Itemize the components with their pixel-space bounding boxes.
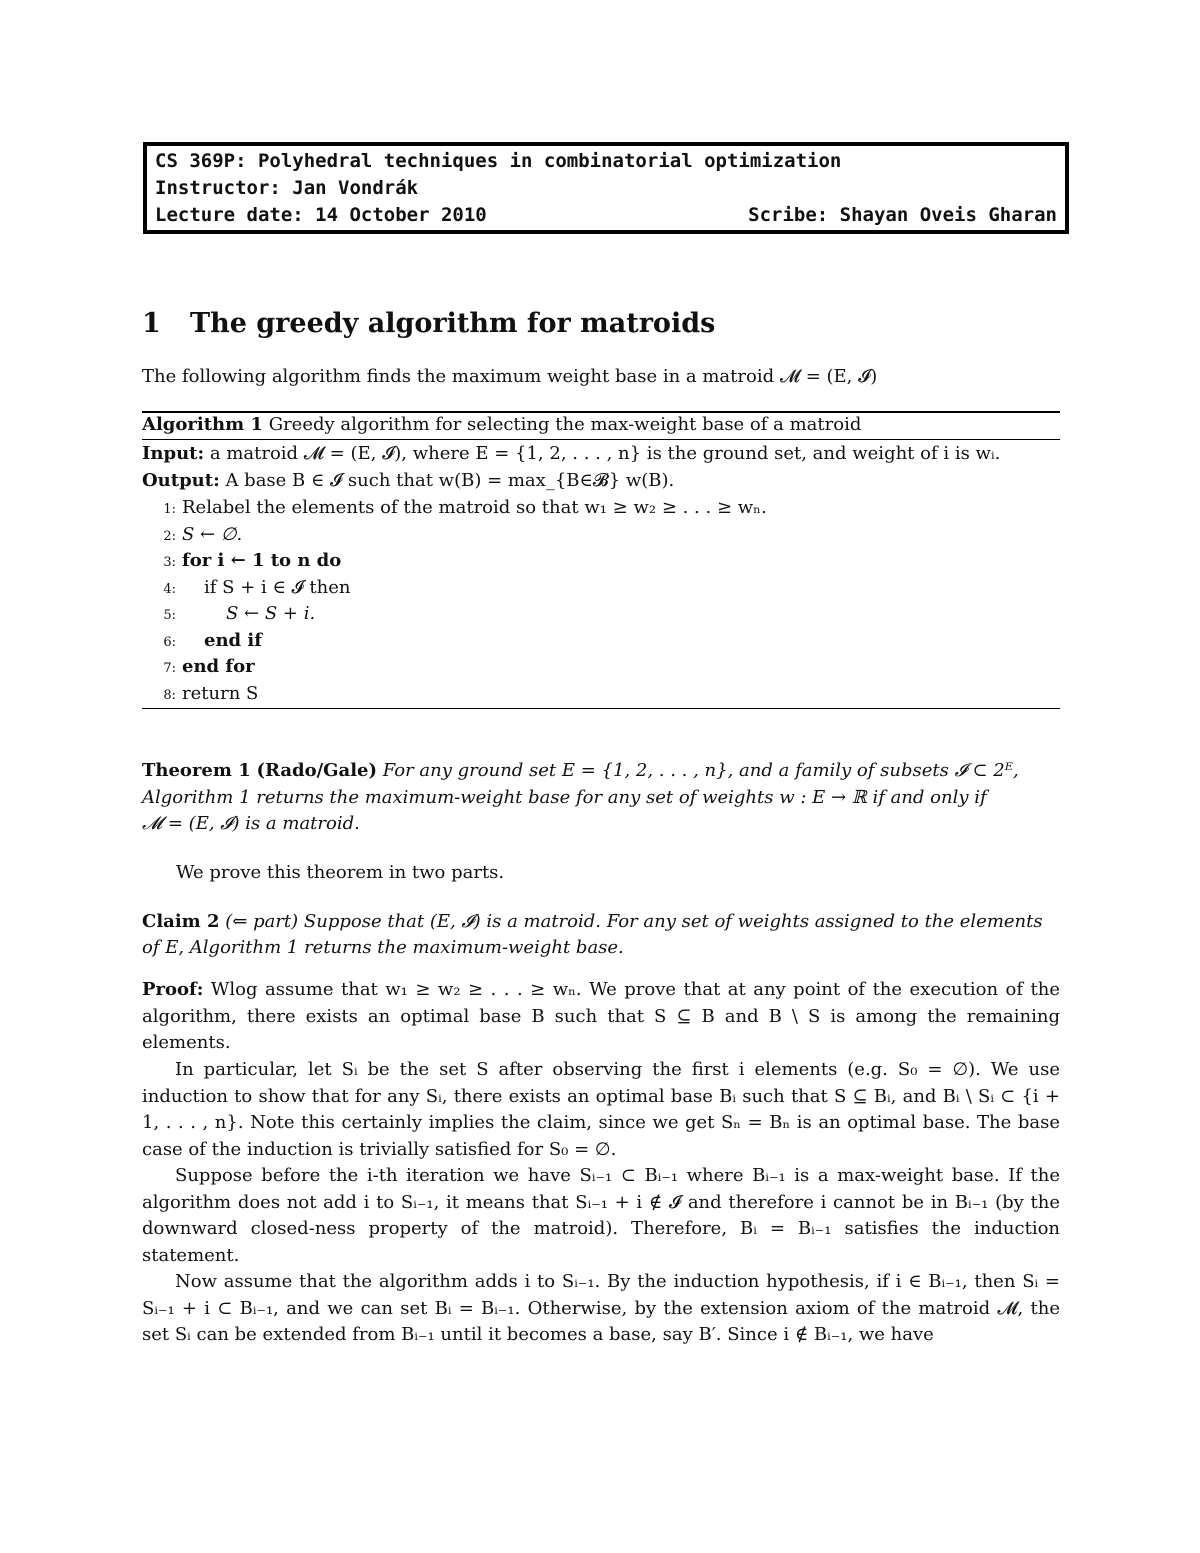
claim-line-1 bbox=[142, 909, 1043, 936]
step-text: Relabel the elements of the matroid so that w₁ ≥ w₂ ≥ . . . ≥ wₙ. bbox=[182, 497, 767, 518]
input-label: Input: bbox=[142, 443, 205, 464]
step-text: S ← ∅. bbox=[182, 524, 243, 545]
algorithm-bottom-rule bbox=[142, 708, 1060, 709]
theorem-line-1 bbox=[142, 758, 1019, 785]
lecture-header-box bbox=[143, 142, 1069, 234]
section-title-text: The greedy algorithm for matroids bbox=[190, 308, 716, 339]
input-text: a matroid 𝓜 = (E, 𝓘), where E = {1, 2, . . . , n} is the ground set, and weight of i is wᵢ. bbox=[209, 443, 1001, 464]
section-heading bbox=[142, 308, 715, 339]
algorithm-step bbox=[142, 497, 767, 518]
line-number: 7: bbox=[163, 661, 176, 676]
intro-text: The following algorithm finds the maximum weight base in a matroid 𝓜 = (E, 𝓘) bbox=[142, 366, 878, 387]
algorithm-output bbox=[142, 470, 674, 491]
instructor-line: Instructor: Jan Vondrák bbox=[155, 177, 419, 199]
claim-text-2: of E, Algorithm 1 returns the maximum-weight base. bbox=[142, 937, 624, 958]
course-title: CS 369P: Polyhedral techniques in combinatorial optimization bbox=[155, 150, 842, 172]
line-number: 6: bbox=[163, 635, 176, 650]
algorithm-step bbox=[142, 630, 262, 651]
algorithm-step bbox=[142, 656, 255, 677]
output-label: Output: bbox=[142, 470, 220, 491]
theorem-name: (Rado/Gale) bbox=[256, 760, 378, 781]
algorithm-mid-rule bbox=[142, 439, 1060, 440]
proof-text-1: Wlog assume that w₁ ≥ w₂ ≥ . . . ≥ wₙ. We prove that at any point of the execution of the algorithm, there exists an optimal base B such that S ⊆ B and B \ S is among the remaining elements. bbox=[142, 979, 1060, 1053]
step-text: for i ← 1 to n do bbox=[182, 550, 342, 571]
algorithm-step bbox=[142, 683, 258, 704]
line-number: 4: bbox=[163, 582, 176, 597]
proof-paragraph-2: In particular, let Sᵢ be the set S after observing the first i elements (e.g. S₀ = ∅). We use induction to show that for any Sᵢ, there exists an optimal base Bᵢ such that S ⊆ Bᵢ, and Bᵢ \ Sᵢ ⊂ {i + 1, . . . , n}. Note this certainly implies the claim, since we get Sₙ = Bₙ is an optimal base. The base case of the induction is trivially satisfied for S₀ = ∅. bbox=[142, 1059, 1060, 1160]
algorithm-step bbox=[142, 603, 315, 624]
claim-label: Claim 2 bbox=[142, 911, 220, 932]
line-number: 5: bbox=[163, 608, 176, 623]
algorithm-top-rule bbox=[142, 411, 1060, 413]
proof-label: Proof: bbox=[142, 979, 204, 1000]
theorem-line-3 bbox=[142, 811, 360, 838]
step-text: if S + i ∈ 𝓘 then bbox=[204, 577, 351, 598]
theorem-text-1: For any ground set E = {1, 2, . . . , n}, and a family of subsets 𝓘 ⊂ 2ᴱ, bbox=[382, 760, 1019, 781]
step-text: return S bbox=[182, 683, 259, 704]
prove-text: We prove this theorem in two parts. bbox=[176, 862, 505, 883]
theorem-text-3: 𝓜 = (E, 𝓘) is a matroid. bbox=[142, 813, 360, 834]
scribe-name: Scribe: Shayan Oveis Gharan bbox=[748, 204, 1057, 226]
algorithm-step bbox=[142, 550, 341, 571]
algorithm-label: Algorithm 1 bbox=[142, 414, 263, 435]
theorem-text-2: Algorithm 1 returns the maximum-weight base for any set of weights w : E → ℝ if and only if bbox=[142, 787, 987, 808]
proof-paragraph-4: Now assume that the algorithm adds i to Sᵢ₋₁. By the induction hypothesis, if i ∈ Bᵢ₋₁, then Sᵢ = Sᵢ₋₁ + i ⊂ Bᵢ₋₁, and we can set Bᵢ = Bᵢ₋₁. Otherwise, by the extension axiom of the matroid 𝓜, the set Sᵢ can be extended from Bᵢ₋₁ until it becomes a base, say B′. Since i ∉ Bᵢ₋₁, we have bbox=[142, 1271, 1060, 1345]
line-number: 3: bbox=[163, 555, 176, 570]
line-number: 1: bbox=[163, 502, 176, 517]
proof-paragraph-3: Suppose before the i-th iteration we have Sᵢ₋₁ ⊂ Bᵢ₋₁ where Bᵢ₋₁ is a max-weight base. If the algorithm does not add i to Sᵢ₋₁, it means that Sᵢ₋₁ + i ∉ 𝓘 and therefore i cannot be in Bᵢ₋₁ (by the downward closed-ness property of the matroid). Therefore, Bᵢ = Bᵢ₋₁ satisfies the induction statement. bbox=[142, 1165, 1060, 1266]
proof-paragraph-1 bbox=[142, 977, 1060, 1057]
theorem-line-2 bbox=[142, 785, 987, 812]
line-number: 8: bbox=[163, 688, 176, 703]
step-text: end if bbox=[204, 630, 262, 651]
algorithm-step bbox=[142, 577, 350, 598]
date-scribe-line bbox=[155, 204, 1057, 226]
step-text: S ← S + i. bbox=[226, 603, 316, 624]
theorem-label: Theorem 1 bbox=[142, 760, 251, 781]
step-text: end for bbox=[182, 656, 255, 677]
lecture-date: Lecture date: 14 October 2010 bbox=[155, 204, 487, 226]
claim-line-2 bbox=[142, 935, 624, 962]
line-number: 2: bbox=[163, 529, 176, 544]
section-number: 1 bbox=[142, 308, 161, 339]
output-text: A base B ∈ 𝓘 such that w(B) = max_{B∈𝓑} w(B). bbox=[225, 470, 675, 491]
algorithm-input bbox=[142, 443, 1000, 464]
algorithm-step bbox=[142, 524, 242, 545]
claim-text-1: (⇐ part) Suppose that (E, 𝓘) is a matroid. For any set of weights assigned to the elements bbox=[225, 911, 1043, 932]
algorithm-caption bbox=[142, 414, 861, 435]
algorithm-caption-text: Greedy algorithm for selecting the max-weight base of a matroid bbox=[268, 414, 862, 435]
